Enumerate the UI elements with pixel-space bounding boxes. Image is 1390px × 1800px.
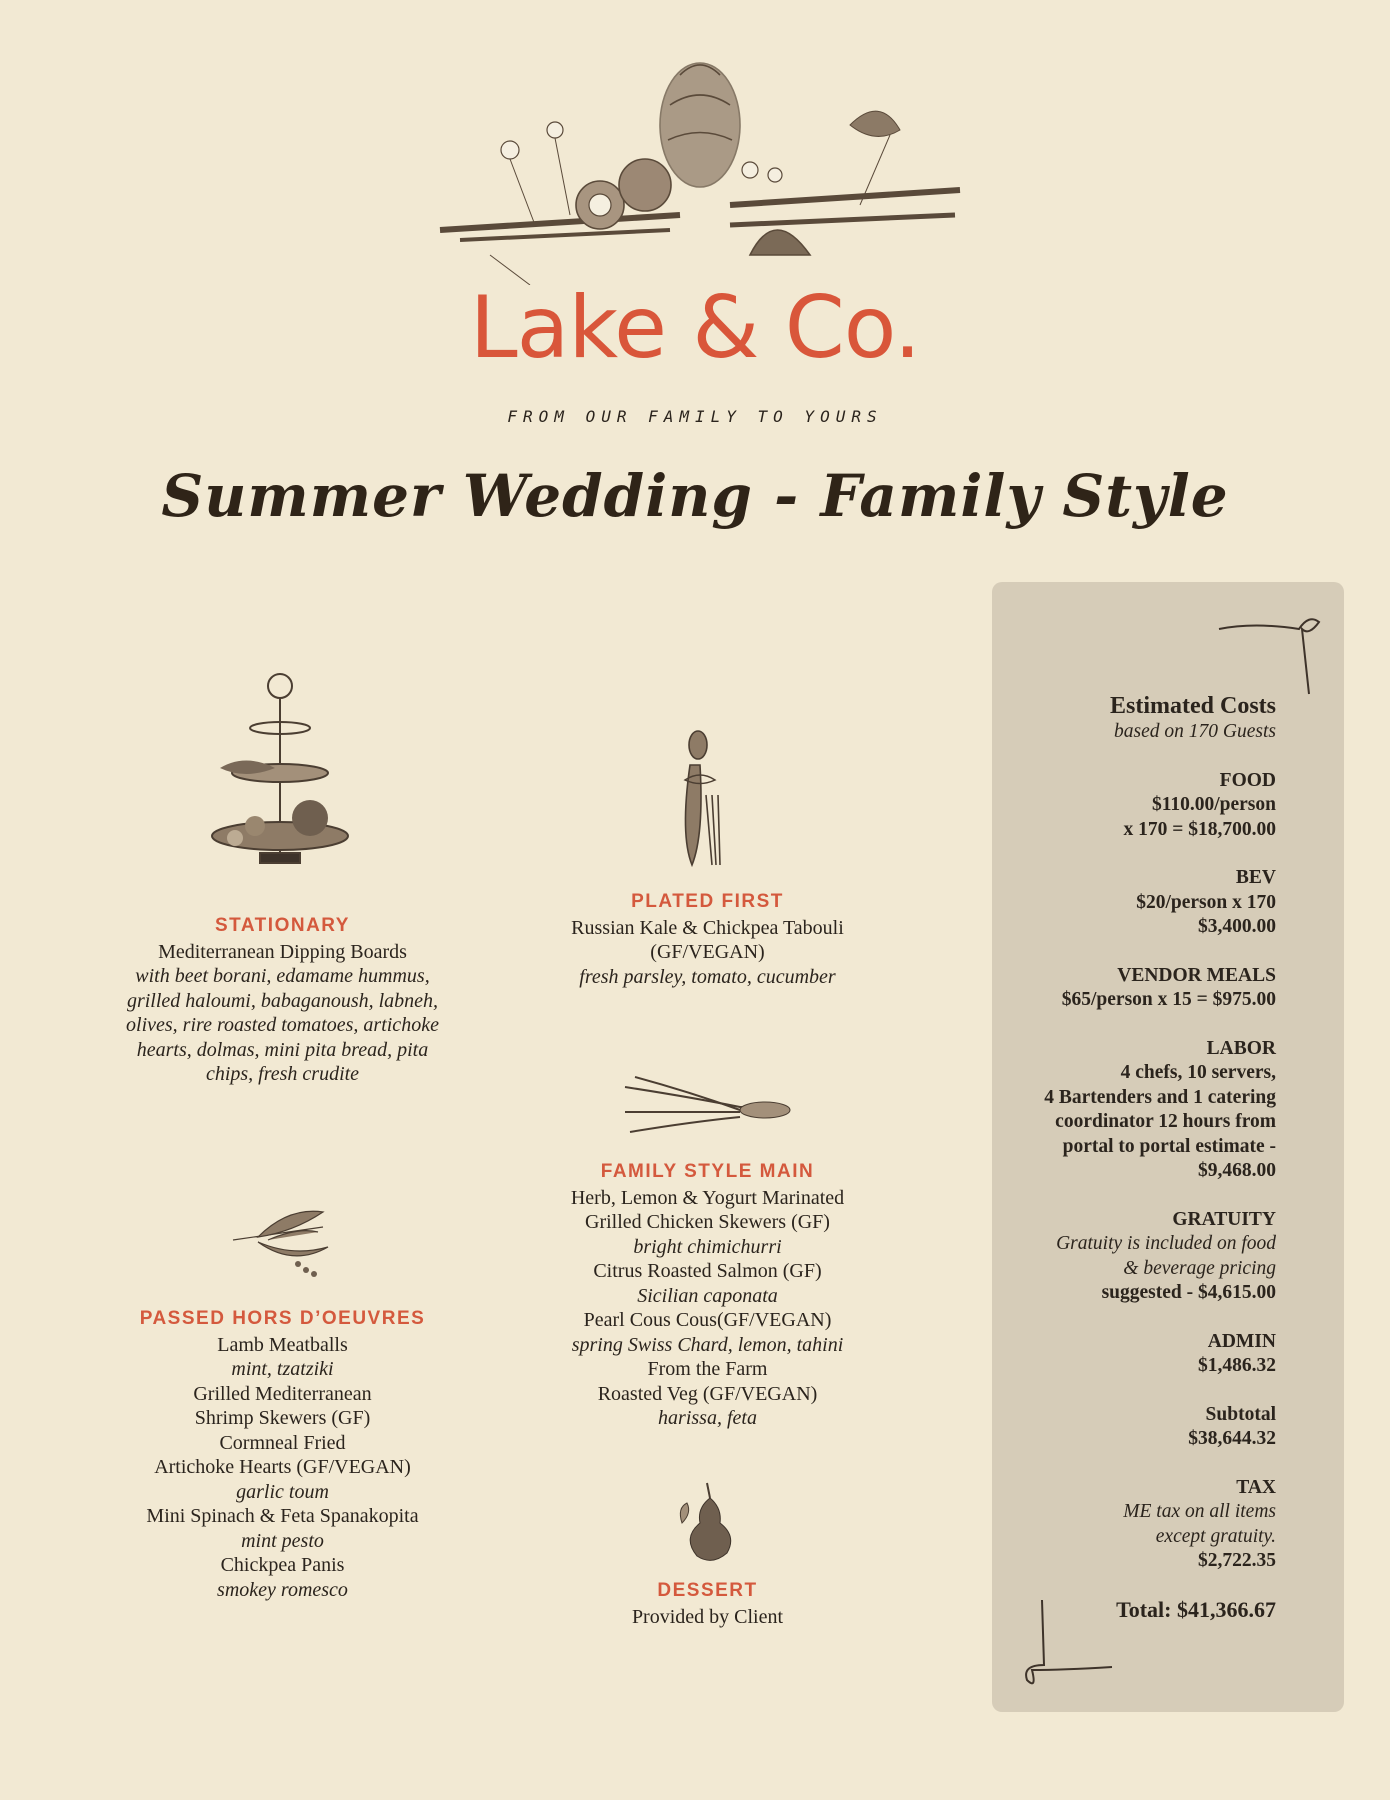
passed-section <box>110 1307 455 1602</box>
plated-first-desc: fresh parsley, tomato, cucumber <box>579 965 836 988</box>
costs-subtitle: based on 170 Guests <box>1114 721 1276 742</box>
stationary-item: Mediterranean Dipping Boards <box>158 940 407 963</box>
costs-title: Estimated Costs <box>1110 693 1276 719</box>
bev-line: $20/person x 170 <box>1136 891 1276 913</box>
family-main-item: Citrus Roasted Salmon (GF) <box>593 1260 822 1282</box>
stationary-desc: with beet borani, edamame hummus, <box>135 965 430 987</box>
passed-desc: smokey romesco <box>217 1578 348 1601</box>
tax-note: except gratuity. <box>1155 1525 1276 1547</box>
stationary-heading: STATIONARY <box>215 915 350 936</box>
vegetable-bouquet-illustration <box>430 55 970 285</box>
bev-label: BEV <box>1235 867 1276 888</box>
family-main-item: Pearl Cous Cous(GF/VEGAN) <box>583 1309 832 1331</box>
tax-value: $2,722.35 <box>1198 1550 1276 1571</box>
passed-desc: mint pesto <box>241 1529 324 1552</box>
leek-illustration <box>620 1072 795 1147</box>
estimated-costs-panel <box>992 582 1344 1712</box>
family-main-item: Grilled Chicken Skewers (GF) <box>585 1211 830 1233</box>
family-main-item: Herb, Lemon & Yogurt Marinated <box>570 1186 845 1209</box>
event-title: Summer Wedding - Family Style <box>161 462 1229 530</box>
passed-heading: PASSED HORS D’OEUVRES <box>139 1308 426 1329</box>
plated-first-item: (GF/VEGAN) <box>650 941 765 963</box>
labor-line: coordinator 12 hours from <box>1055 1111 1276 1132</box>
gratuity-note: Gratuity is included on food <box>1056 1233 1276 1254</box>
labor-line: portal to portal estimate - <box>1062 1135 1276 1157</box>
labor-label: LABOR <box>1206 1037 1276 1059</box>
dessert-item: Provided by Client <box>631 1605 784 1628</box>
passed-item: Chickpea Panis <box>220 1554 345 1576</box>
total-cost: Total: $41,366.67 <box>1116 1596 1276 1622</box>
passed-item: Lamb Meatballs <box>217 1333 348 1356</box>
gratuity-label: GRATUITY <box>1172 1208 1276 1230</box>
family-main-heading: FAMILY STYLE MAIN <box>600 1161 815 1182</box>
stationary-section <box>100 914 465 1087</box>
tiered-stand-illustration <box>205 668 370 883</box>
family-main-desc: spring Swiss Chard, lemon, tahini <box>571 1333 844 1356</box>
passed-item: Artichoke Hearts (GF/VEGAN) <box>154 1456 411 1478</box>
tax-label: TAX <box>1236 1476 1276 1498</box>
pear-illustration <box>672 1478 742 1563</box>
cutlery-illustration <box>660 725 740 875</box>
subtotal-label: Subtotal <box>1205 1403 1276 1425</box>
vendor-meals-line: $65/person x 15 = $975.00 <box>1061 989 1276 1010</box>
stationary-desc: grilled haloumi, babaganoush, labneh, <box>126 989 439 1012</box>
labor-line: 4 chefs, 10 servers, <box>1120 1062 1276 1083</box>
labor-line: $9,468.00 <box>1198 1160 1276 1181</box>
cost-breakdown <box>956 692 1276 1622</box>
passed-desc: garlic toum <box>236 1480 329 1503</box>
tagline: FROM OUR FAMILY TO YOURS <box>507 407 883 426</box>
stationary-desc: hearts, dolmas, mini pita bread, pita <box>136 1038 429 1061</box>
passed-item: Grilled Mediterranean <box>193 1382 372 1405</box>
family-main-section <box>530 1160 885 1431</box>
herb-sprig-illustration <box>228 1202 338 1282</box>
plated-first-heading: PLATED FIRST <box>631 891 784 912</box>
bev-line: $3,400.00 <box>1198 916 1276 937</box>
passed-item: Mini Spinach & Feta Spanakopita <box>146 1505 419 1527</box>
gratuity-line: suggested - $4,615.00 <box>1101 1282 1276 1303</box>
admin-value: $1,486.32 <box>1198 1355 1276 1376</box>
admin-label: ADMIN <box>1207 1330 1276 1352</box>
vendor-meals-label: VENDOR MEALS <box>1117 964 1276 986</box>
family-main-item: From the Farm <box>647 1358 768 1380</box>
dessert-section <box>530 1579 885 1629</box>
food-label: FOOD <box>1219 769 1276 791</box>
labor-line: 4 Bartenders and 1 catering <box>1044 1086 1276 1108</box>
family-main-desc: harissa, feta <box>658 1407 757 1429</box>
passed-desc: mint, tzatziki <box>231 1358 334 1380</box>
family-main-desc: bright chimichurri <box>633 1235 782 1258</box>
stationary-desc: olives, rire roasted tomatoes, artichoke <box>126 1014 439 1036</box>
gratuity-note: & beverage pricing <box>1123 1257 1276 1279</box>
food-line: $110.00/person <box>1151 794 1276 815</box>
corner-flourish-top <box>1214 594 1334 699</box>
food-line: x 170 = $18,700.00 <box>1123 818 1276 840</box>
plated-first-item: Russian Kale & Chickpea Tabouli <box>571 916 844 939</box>
subtotal-value: $38,644.32 <box>1188 1428 1276 1449</box>
brand-logo: Lake & Co. <box>469 278 921 378</box>
tax-note: ME tax on all items <box>1123 1501 1276 1522</box>
stationary-desc: chips, fresh crudite <box>205 1063 360 1085</box>
family-main-item: Roasted Veg (GF/VEGAN) <box>597 1382 818 1405</box>
passed-item: Cormneal Fried <box>219 1431 346 1454</box>
passed-item: Shrimp Skewers (GF) <box>194 1407 371 1429</box>
family-main-desc: Sicilian caponata <box>637 1284 778 1307</box>
dessert-heading: DESSERT <box>657 1580 758 1601</box>
plated-first-section <box>530 890 885 989</box>
